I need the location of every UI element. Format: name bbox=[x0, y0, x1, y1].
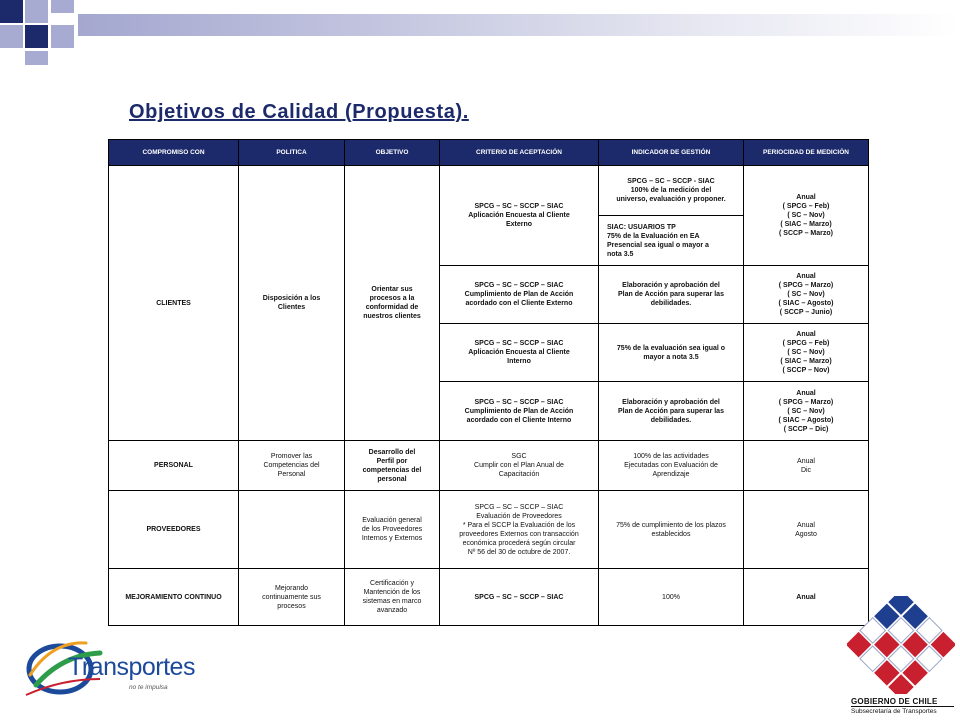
table-header-row bbox=[109, 140, 869, 166]
criterio-cell: SPCG – SC – SCCP – SIAC bbox=[440, 569, 599, 626]
criterio-cell: SPCG – SC – SCCP – SIAC Aplicación Encuesta al Cliente Interno bbox=[440, 324, 599, 382]
indicador-cell: 100% de las actividades Ejecutadas con Evaluación de Aprendizaje bbox=[599, 441, 744, 491]
criterio-cell: SGC Cumplir con el Plan Anual de Capacitación bbox=[440, 441, 599, 491]
gobierno-divider bbox=[851, 706, 954, 707]
gobierno-chile-title: GOBIERNO DE CHILE bbox=[851, 697, 938, 706]
compromiso-cell: PERSONAL bbox=[109, 441, 239, 491]
header-periodicidad: PERIOCIDAD DE MEDICIÓN bbox=[744, 140, 869, 166]
compromiso-cell: CLIENTES bbox=[109, 166, 239, 441]
indicador-cell: 100% bbox=[599, 569, 744, 626]
transportes-wordmark: Transportes bbox=[68, 653, 195, 681]
objetivo-cell: Evaluación general de los Proveedores Internos y Externos bbox=[345, 491, 440, 569]
politica-cell: Disposición a los Clientes bbox=[239, 166, 345, 441]
periodicidad-cell: Anual Agosto bbox=[744, 491, 869, 569]
indicador-cell: SIAC: USUARIOS TP 75% de la Evaluación en EA Presencial sea igual o mayor a nota 3.5 bbox=[599, 216, 744, 266]
header-objetivo: OBJETIVO bbox=[345, 140, 440, 166]
corner-square-lavender-2 bbox=[51, 0, 74, 13]
corner-square-lavender-1 bbox=[25, 0, 48, 23]
page-title: Objetivos de Calidad (Propuesta). bbox=[129, 101, 469, 123]
table-row bbox=[109, 569, 869, 626]
objetivo-cell: Desarrollo del Perfil por competencias del personal bbox=[345, 441, 440, 491]
politica-cell: Mejorando continuamente sus procesos bbox=[239, 569, 345, 626]
gobierno-chile-subtitle: Subsecretaría de Transportes bbox=[851, 708, 937, 715]
criterio-cell: SPCG – SC – SCCP – SIAC Aplicación Encuesta al Cliente Externo bbox=[440, 166, 599, 266]
gobierno-chile-emblem-icon bbox=[847, 596, 955, 694]
periodicidad-cell: Anual ( SPCG – Marzo) ( SC – Nov) ( SIAC – Agosto) ( SCCP – Junio) bbox=[744, 266, 869, 324]
periodicidad-cell: Anual ( SPCG – Marzo) ( SC – Nov) ( SIAC – Agosto) ( SCCP – Dic) bbox=[744, 382, 869, 441]
periodicidad-cell: Anual bbox=[744, 569, 869, 626]
table-row bbox=[109, 491, 869, 569]
quality-objectives-table bbox=[108, 139, 869, 626]
periodicidad-cell: Anual Dic bbox=[744, 441, 869, 491]
criterio-cell: SPCG – SC – SCCP – SIAC Cumplimiento de Plan de Acción acordado con el Cliente Interno bbox=[440, 382, 599, 441]
header-criterio: CRITERIO DE ACEPTACIÓN bbox=[440, 140, 599, 166]
politica-cell: Promover las Competencias del Personal bbox=[239, 441, 345, 491]
corner-square-navy-2 bbox=[25, 25, 48, 48]
periodicidad-cell: Anual ( SPCG – Feb) ( SC – Nov) ( SIAC – Marzo) ( SCCP – Nov) bbox=[744, 324, 869, 382]
indicador-cell: Elaboración y aprobación del Plan de Acción para superar las debilidades. bbox=[599, 382, 744, 441]
compromiso-cell: PROVEEDORES bbox=[109, 491, 239, 569]
transportes-tagline: no te impulsa bbox=[129, 684, 168, 691]
criterio-cell: SPCG – SC – SCCP – SIAC Cumplimiento de Plan de Acción acordado con el Cliente Externo bbox=[440, 266, 599, 324]
header-gradient-band bbox=[78, 14, 960, 36]
corner-square-lavender-4 bbox=[51, 25, 74, 48]
table-row bbox=[109, 441, 869, 491]
header-politica: POLITICA bbox=[239, 140, 345, 166]
header-indicador: INDICADOR DE GESTIÓN bbox=[599, 140, 744, 166]
corner-square-lavender-3 bbox=[0, 25, 23, 48]
indicador-cell: SPCG – SC – SCCP - SIAC 100% de la medición del universo, evaluación y proponer. bbox=[599, 166, 744, 216]
compromiso-cell: MEJORAMIENTO CONTINUO bbox=[109, 569, 239, 626]
indicador-cell: Elaboración y aprobación del Plan de Acción para superar las debilidades. bbox=[599, 266, 744, 324]
indicador-cell: 75% de la evaluación sea igual o mayor a nota 3.5 bbox=[599, 324, 744, 382]
corner-square-lavender-5 bbox=[25, 51, 48, 65]
header-compromiso: COMPROMISO CON bbox=[109, 140, 239, 166]
indicador-cell: 75% de cumplimiento de los plazos establecidos bbox=[599, 491, 744, 569]
periodicidad-cell: Anual ( SPCG – Feb) ( SC – Nov) ( SIAC – Marzo) ( SCCP – Marzo) bbox=[744, 166, 869, 266]
criterio-cell: SPCG – SC – SCCP – SIAC Evaluación de Proveedores * Para el SCCP la Evaluación de los proveedores Externos con transacción económica procederá según circular Nº 56 del 30 de octubre de 2007. bbox=[440, 491, 599, 569]
objetivo-cell: Certificación y Mantención de los sistemas en marco avanzado bbox=[345, 569, 440, 626]
objetivo-cell: Orientar sus procesos a la conformidad de nuestros clientes bbox=[345, 166, 440, 441]
table-row bbox=[109, 166, 869, 216]
corner-square-navy-1 bbox=[0, 0, 23, 23]
politica-cell bbox=[239, 491, 345, 569]
